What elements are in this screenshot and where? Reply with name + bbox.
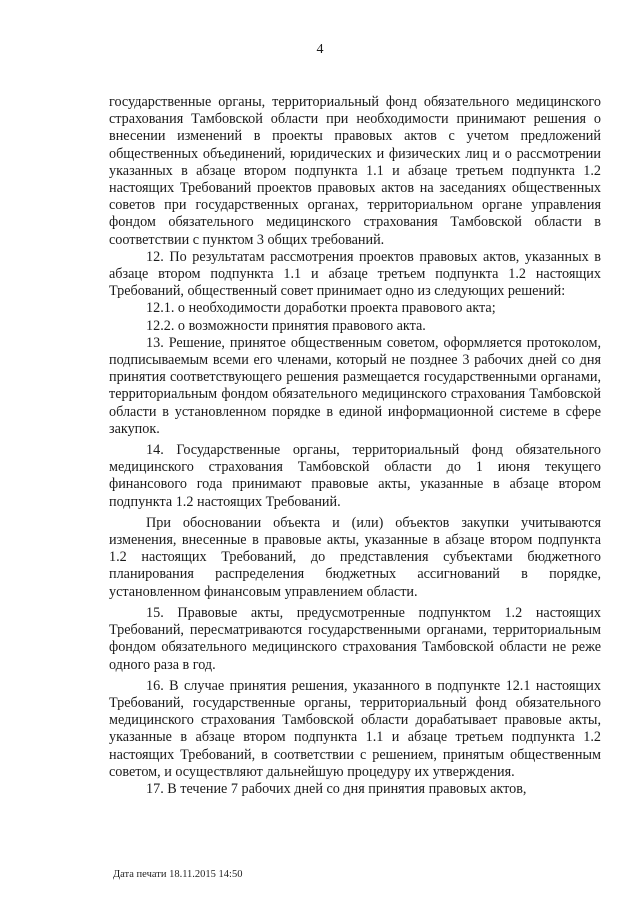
paragraph-item-17: 17. В течение 7 рабочих дней со дня принятия правовых актов, [146,780,527,797]
paragraph-item-16: 16. В случае принятия решения, указанного в подпункте 12.1 настоящих Требований, государственные органы, территориальный фонд обязательного медицинского страхования Тамбовской области дорабатывает правовые акты, указанные в абзаце втором подпункта 1.1 и абзаце третьем подпункта 1.2 настоящих Требований, в соответствии с решением, принятым общественным советом, и осуществляют дальнейшую процедуру их утверждения. [109,677,601,780]
print-date-footer: Дата печати 18.11.2015 14:50 [113,869,243,880]
document-body [109,94,601,798]
paragraph-item-15: 15. Правовые акты, предусмотренные подпунктом 1.2 настоящих Требований, пересматриваются государственными органами, территориальным фондом обязательного медицинского страхования Тамбовской области не реже одного раза в год. [109,604,601,673]
paragraph-item-13: 13. Решение, принятое общественным советом, оформляется протоколом, подписываемым всеми его членами, который не позднее 3 рабочих дней со дня принятия соответствующего решения размещается государственными органами, территориальным фондом обязательного медицинского страхования Тамбовской области в установленном порядке в единой информационной системе в сфере закупок. [109,334,601,437]
paragraph-item-12-2: 12.2. о возможности принятия правового акта. [146,317,426,334]
paragraph-item-12: 12. По результатам рассмотрения проектов правовых актов, указанных в абзаце втором подпункта 1.1 и абзаце третьем подпункта 1.2 настоящих Требований, общественный совет принимает одно из следующих решений: [109,248,601,300]
paragraph-continuation: государственные органы, территориальный фонд обязательного медицинского страхования Тамбовской области при необходимости принимают решения о внесении изменений в проекты правовых актов с учетом предложений общественных объединений, юридических и физических лиц и о рассмотрении указанных в абзаце втором подпункта 1.1 и абзаце третьем подпункта 1.2 настоящих Требований проектов правовых актов на заседаниях общественных советов при государственных органах, территориальном органе управления фондом обязательного медицинского страхования Тамбовской области в соответствии с пунктом 3 общих требований. [109,94,601,248]
page-number: 4 [316,42,324,57]
paragraph-item-14: 14. Государственные органы, территориальный фонд обязательного медицинского страхования Тамбовской области до 1 июня текущего финансового года принимают правовые акты, указанные в абзаце втором подпункта 1.2 настоящих Требований. [109,442,601,510]
paragraph-item-14-note: При обосновании объекта и (или) объектов закупки учитываются изменения, внесенные в правовые акты, указанные в абзаце втором подпункта 1.2 настоящих Требований, до представления субъектами бюджетного планирования распределения бюджетных ассигнований в порядке, установленном финансовым управлением области. [109,514,601,600]
paragraph-item-12-1: 12.1. о необходимости доработки проекта правового акта; [146,300,496,317]
